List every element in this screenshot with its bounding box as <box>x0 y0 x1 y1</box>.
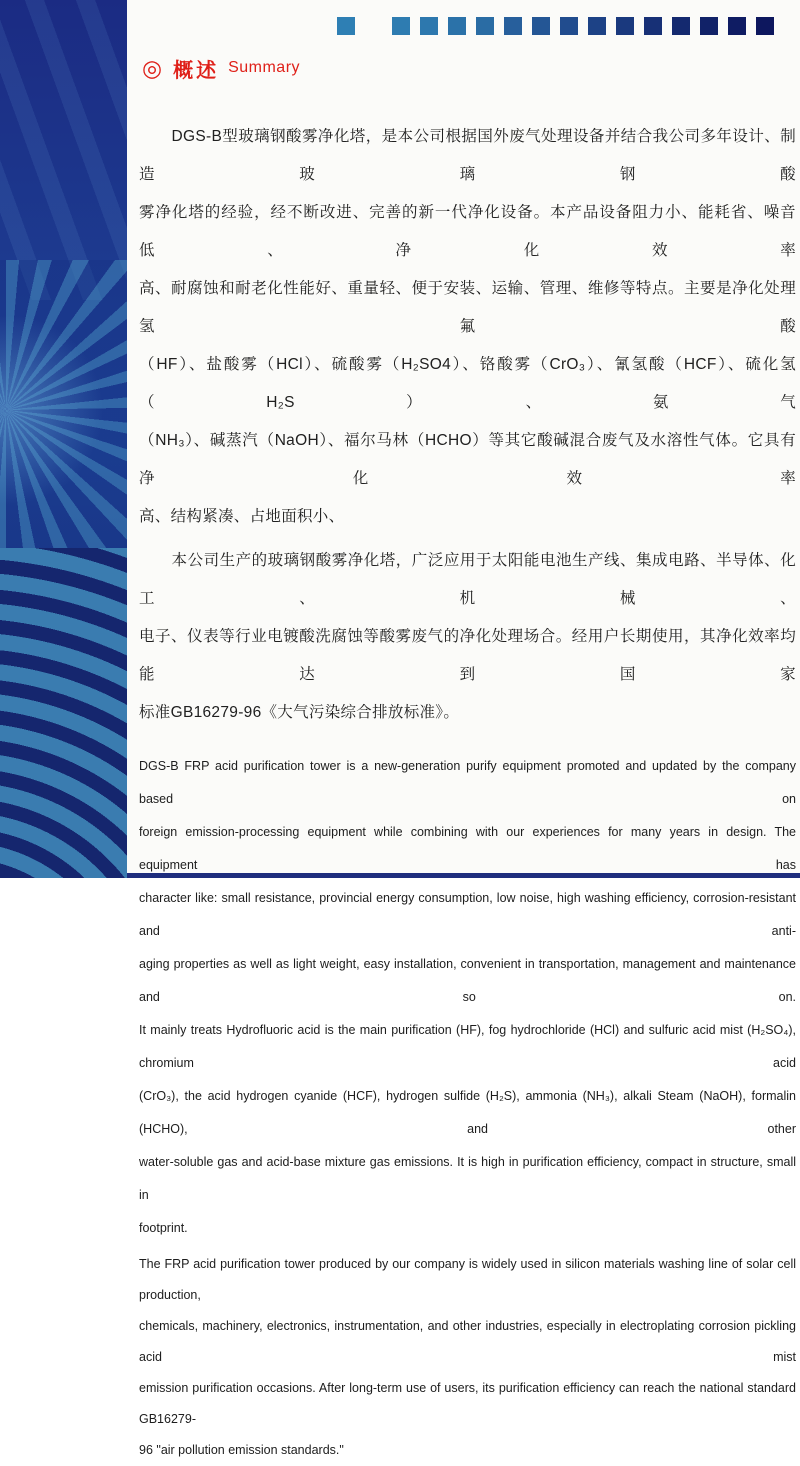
text-line: character like: small resistance, provincial energy consumption, low noise, high washing efficiency, corrosion-resistant and anti- <box>139 891 796 938</box>
deco-square <box>337 17 355 35</box>
text-line: 电子、仪表等行业电镀酸洗腐蚀等酸雾废气的净化处理场合。经用户长期使用，其净化效率均能达到国家 <box>139 628 796 683</box>
deco-square <box>532 17 550 35</box>
text-line: The FRP acid purification tower produced by our company is widely used in silicon materials washing line of solar cell production, <box>139 1257 796 1302</box>
text-line: foreign emission-processing equipment while combining with our experiences for many years in design. The equipment has <box>139 825 796 872</box>
text-line: 96 "air pollution emission standards." <box>139 1443 344 1457</box>
text-line: DGS-B FRP acid purification tower is a new-generation purify equipment promoted and updated by the company based on <box>139 759 796 806</box>
deco-square <box>476 17 494 35</box>
text-line: 雾净化塔的经验，经不断改进、完善的新一代净化设备。本产品设备阻力小、能耗省、噪音低、净化效率 <box>139 204 796 259</box>
bullseye-icon: ◎ <box>142 54 163 81</box>
section-title-en: Summary <box>228 59 301 76</box>
en-paragraph-1 <box>139 750 796 1245</box>
left-decorative-band <box>0 0 127 878</box>
deco-square <box>392 17 410 35</box>
text-line: aging properties as well as light weight, easy installation, convenient in transportation, management and maintenance and so on. <box>139 957 796 1004</box>
zh-paragraph-1 <box>139 118 796 536</box>
deco-square <box>672 17 690 35</box>
zh-paragraph-2 <box>139 542 796 732</box>
text-line: It mainly treats Hydrofluoric acid is the main purification (HF), fog hydrochloride (HCl) and sulfuric acid mist (H₂SO₄), chromium acid <box>139 1023 796 1070</box>
text-line: 高、结构紧凑、占地面积小、 <box>139 508 345 525</box>
text-line: （HF）、盐酸雾（HCl）、硫酸雾（H₂SO4）、铬酸雾（CrO₃）、氰氢酸（HCF）、硫化氢（H₂S）、氨气 <box>139 356 796 411</box>
deco-square <box>504 17 522 35</box>
body-content <box>139 118 796 1466</box>
text-line: emission purification occasions. After long-term use of users, its purification efficiency can reach the national standard GB16279- <box>139 1381 796 1426</box>
text-line: (CrO₃), the acid hydrogen cyanide (HCF), hydrogen sulfide (H₂S), ammonia (NH₃), alkali Steam (NaOH), formalin (HCHO), and other <box>139 1089 796 1136</box>
section-title-zh: 概述 <box>173 59 220 82</box>
deco-square <box>728 17 746 35</box>
deco-square <box>420 17 438 35</box>
header-square-strip <box>337 17 774 35</box>
text-line: water-soluble gas and acid-base mixture gas emissions. It is high in purification efficiency, compact in structure, small in <box>139 1155 796 1202</box>
text-line: 标准GB16279-96《大气污染综合排放标准》。 <box>139 704 460 721</box>
text-line: 本公司生产的玻璃钢酸雾净化塔，广泛应用于太阳能电池生产线、集成电路、半导体、化工、机械、 <box>139 552 796 607</box>
text-line: （NH₃）、碱蒸汽（NaOH）、福尔马林（HCHO）等其它酸碱混合废气及水溶性气体。它具有净化效率 <box>139 432 796 487</box>
deco-square <box>560 17 578 35</box>
deco-square <box>756 17 774 35</box>
section-header <box>142 52 300 84</box>
deco-square <box>588 17 606 35</box>
deco-square <box>616 17 634 35</box>
text-line: footprint. <box>139 1221 188 1235</box>
deco-square <box>700 17 718 35</box>
text-line: DGS-B型玻璃钢酸雾净化塔，是本公司根据国外废气处理设备并结合我公司多年设计、制造玻璃钢酸 <box>139 128 796 183</box>
deco-square <box>644 17 662 35</box>
text-line: chemicals, machinery, electronics, instrumentation, and other industries, especially in electroplating corrosion pickling acid mist <box>139 1319 796 1364</box>
deco-square <box>448 17 466 35</box>
text-line: 高、耐腐蚀和耐老化性能好、重量轻、便于安装、运输、管理、维修等特点。主要是净化处理氢氟酸 <box>139 280 796 335</box>
en-paragraph-2 <box>139 1249 796 1466</box>
